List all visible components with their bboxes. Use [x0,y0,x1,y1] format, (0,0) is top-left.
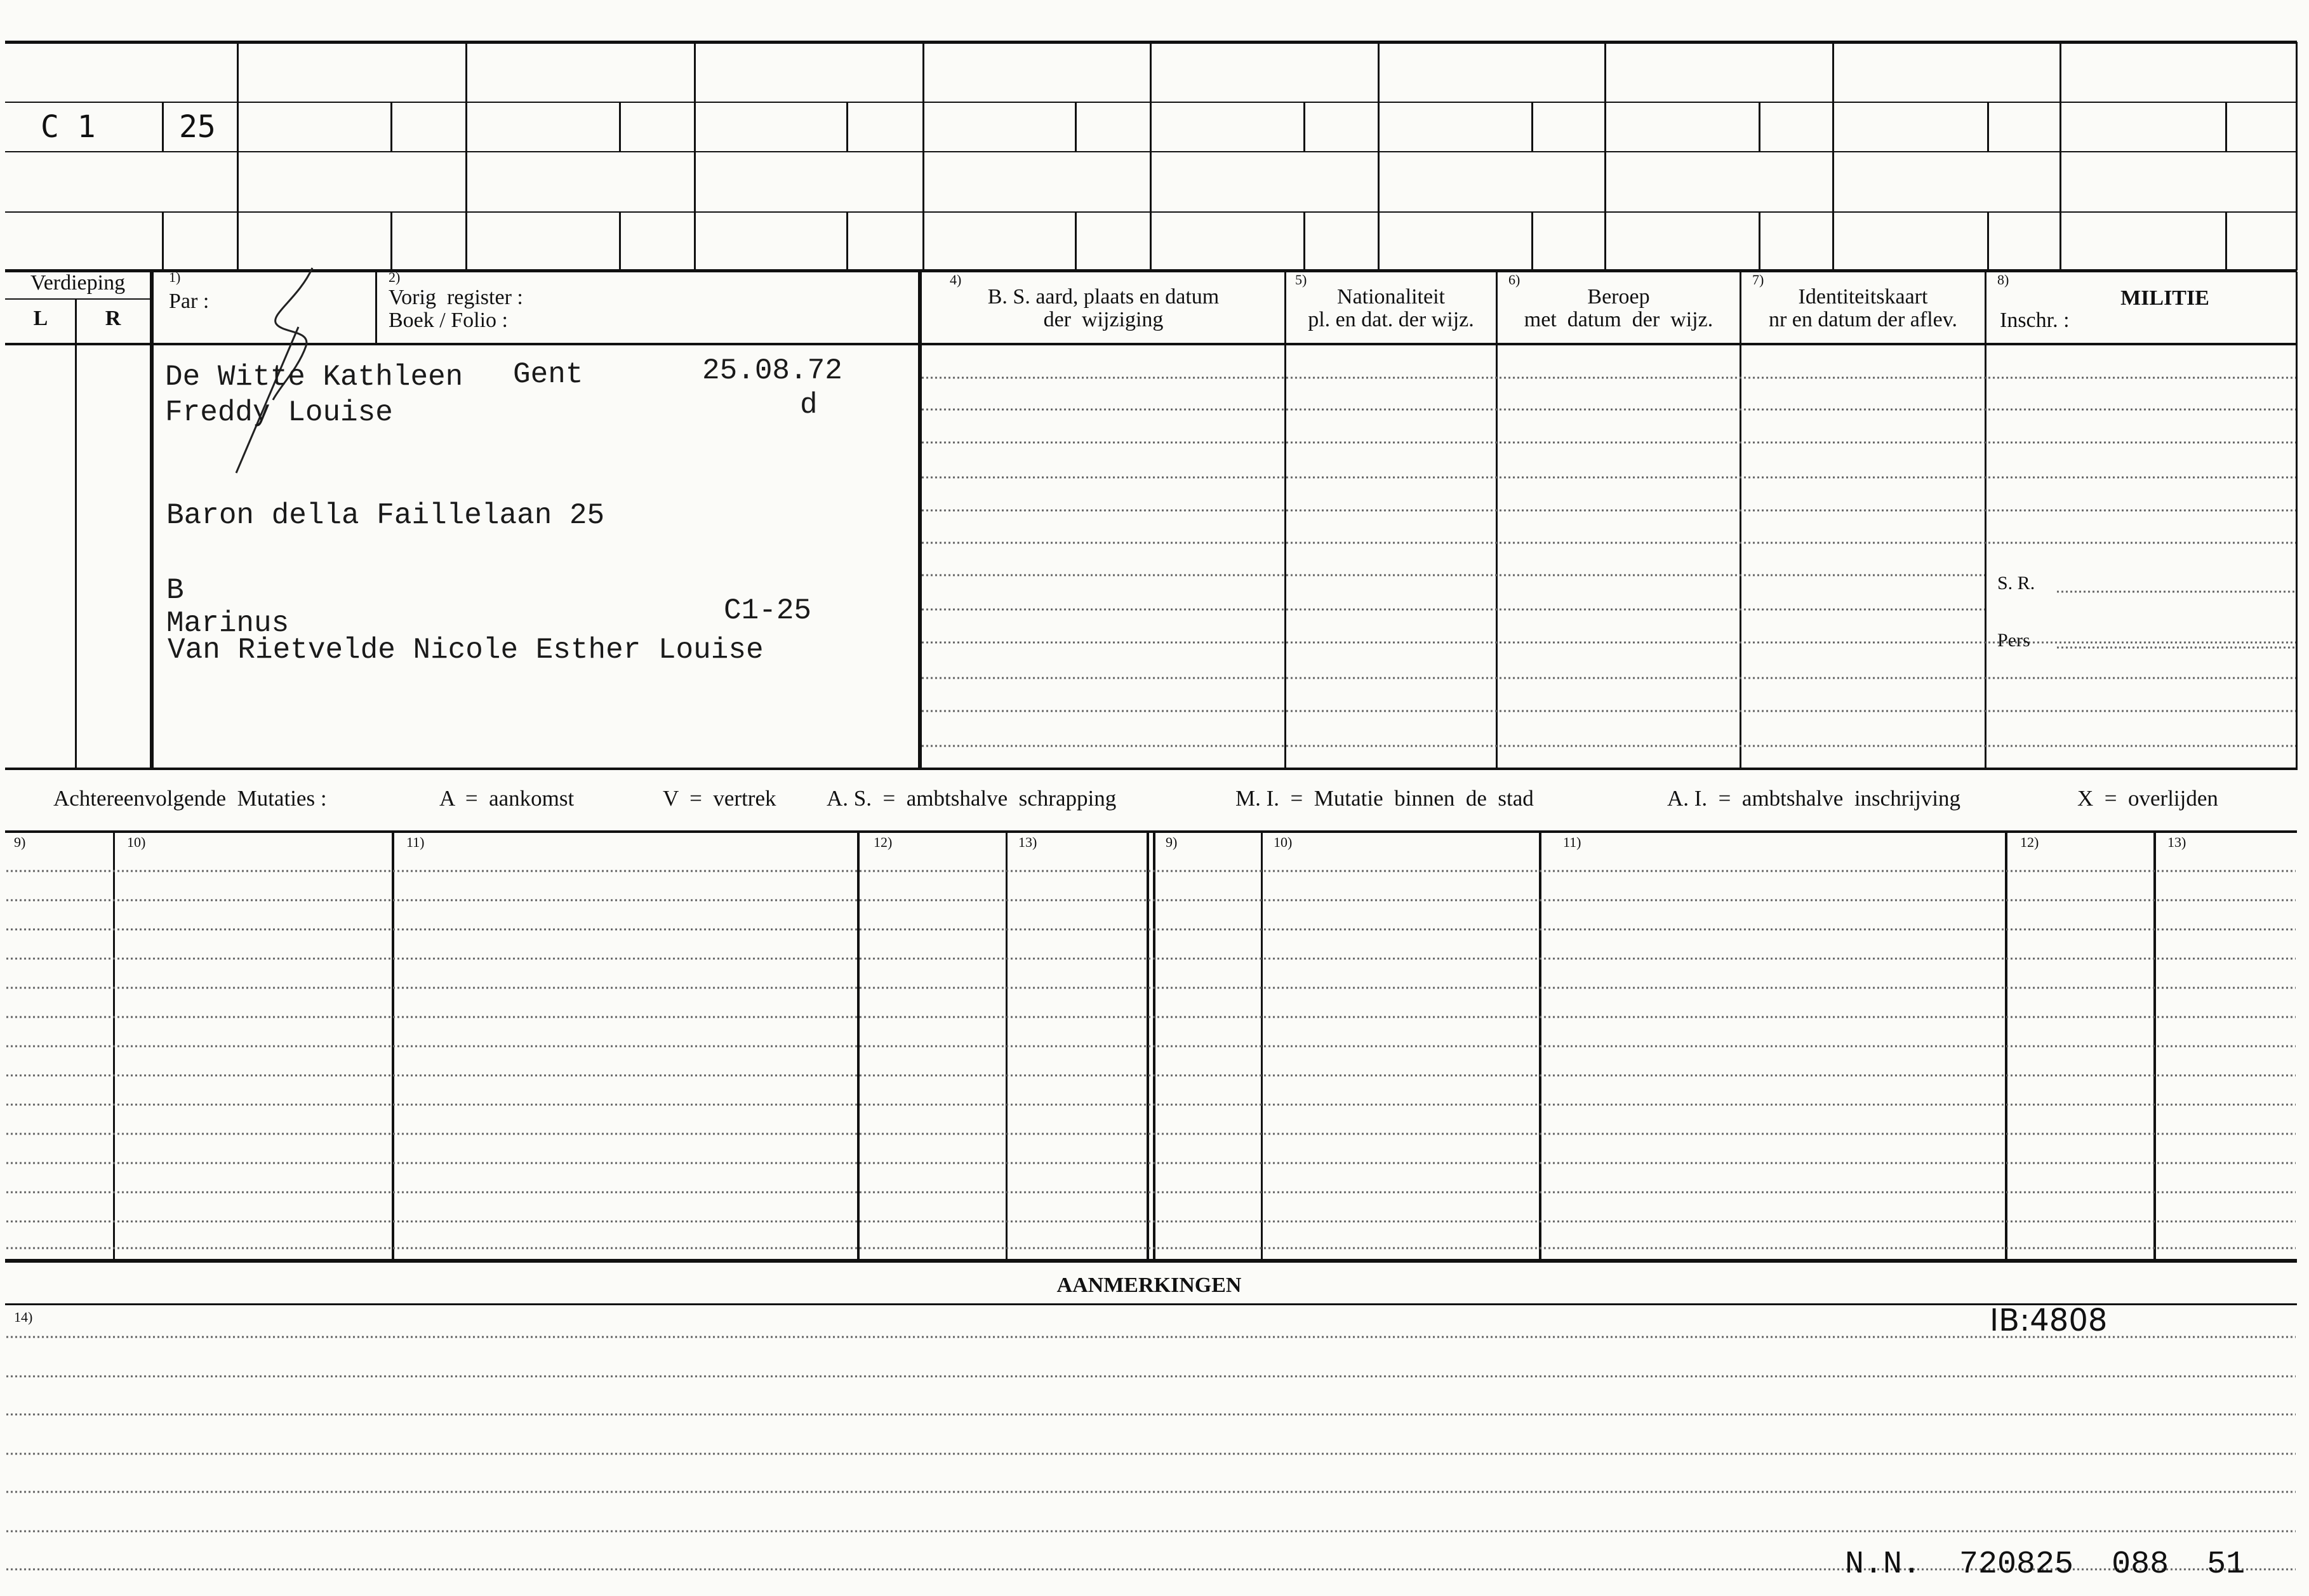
legend-ai: A. I. = ambtshalve inschrijving [1667,786,1961,811]
entry-sex: d [800,389,818,422]
footnote-7: 7) [1752,272,1764,288]
entry-reference: C1-25 [724,594,812,627]
footnote-14: 14) [14,1309,33,1325]
left-label: L [33,307,48,330]
bs-header-1: B. S. aard, plaats en datum [987,285,1220,309]
pers-label: Pers [1997,630,2030,651]
nationaliteit-header-1: Nationaliteit [1337,285,1445,309]
register-code: C 1 [41,109,96,145]
right-label: R [105,307,121,330]
identiteit-header-1: Identiteitskaart [1798,285,1928,309]
entry-father: Marinus [166,607,289,640]
mut-col-10: 10) [127,834,146,850]
entry-b: B [166,574,184,607]
nationaliteit-header-2: pl. en dat. der wijz. [1308,308,1474,331]
identiteit-header-2: nr en datum der aflev. [1768,308,1958,331]
mut-col-13b: 13) [2167,834,2186,850]
mut-col-12: 12) [874,834,893,850]
footnote-4: 4) [950,272,962,288]
legend-mi: M. I. = Mutatie binnen de stad [1235,786,1534,811]
legend-x: X = overlijden [2077,786,2218,811]
entry-date: 25.08.72 [702,354,842,387]
mut-col-12b: 12) [2020,834,2039,850]
register-number: 25 [179,109,216,145]
footnote-1: 1) [169,269,181,285]
national-number: N.N. 720825 088 51 [1845,1546,2246,1583]
mut-col-13: 13) [1018,834,1037,850]
footnote-8: 8) [1997,272,2009,288]
inschr-label: Inschr. : [2000,309,2070,332]
mut-col-9: 9) [14,834,26,850]
mutaties-title: Achtereenvolgende Mutaties : [53,786,327,811]
legend-as: A. S. = ambtshalve schrapping [827,786,1117,811]
entry-address: Baron della Faillelaan 25 [166,499,605,532]
remarks-title: AANMERKINGEN [1056,1273,1242,1297]
sr-label: S. R. [1997,573,2035,594]
footnote-6: 6) [1508,272,1520,288]
verdieping-label: Verdieping [30,271,126,295]
footnote-5: 5) [1295,272,1307,288]
footnote-2: 2) [389,269,401,285]
entry-place: Gent [513,358,583,391]
entry-mother: Van Rietvelde Nicole Esther Louise [168,634,764,667]
legend-a: A = aankomst [439,786,575,811]
mut-col-11: 11) [406,834,425,850]
beroep-header-1: Beroep [1587,285,1650,309]
ib-number: IB:4808 [1990,1303,2108,1338]
legend-v: V = vertrek [663,786,776,811]
boek-folio-label: Boek / Folio : [389,309,508,332]
vorig-register-label: Vorig register : [389,286,523,309]
mutation-rows [0,825,2309,1270]
entry-name-line: De Witte Kathleen [165,361,463,394]
bs-header-2: der wijziging [1043,308,1164,331]
par-label: Par : [169,289,210,313]
entry-given-names: Freddy Louise [165,396,393,429]
militie-header: MILITIE [2120,286,2209,310]
mut-col-10b: 10) [1274,834,1293,850]
beroep-header-2: met datum der wijz. [1524,308,1713,331]
mut-col-9b: 9) [1166,834,1178,850]
mut-col-11b: 11) [1563,834,1581,850]
